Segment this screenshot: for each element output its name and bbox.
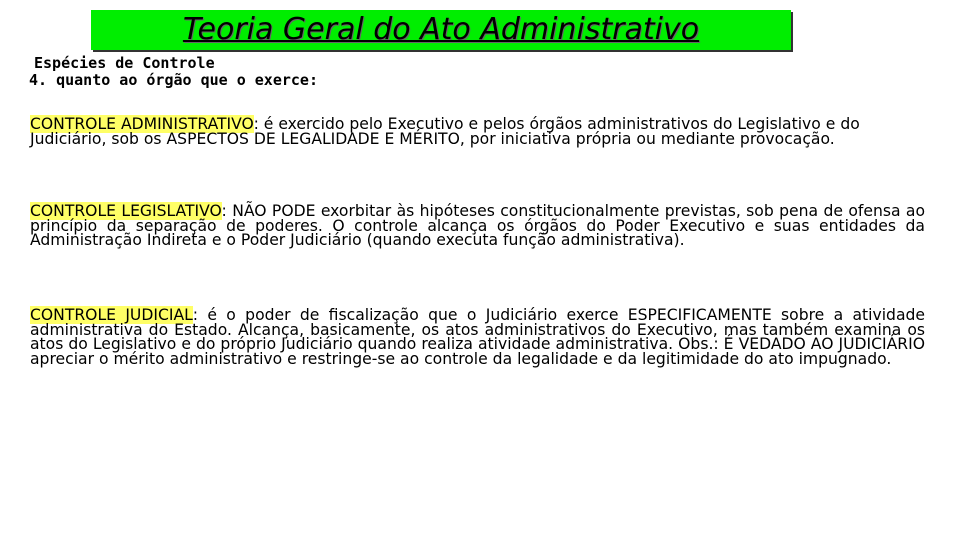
paragraph-controle-administrativo: [30, 117, 925, 146]
term-highlight: CONTROLE JUDICIAL: [30, 306, 193, 324]
term-highlight: CONTROLE ADMINISTRATIVO: [30, 115, 254, 133]
paragraph-body: : NÃO PODE exorbitar às hipóteses constitucionalmente previstas, sob pena de ofensa ao princípio da separação de poderes. O controle alcança os órgãos do Poder Executivo e suas entidades da Administração Indireta e o Poder Judiciário (quando executa função administrativa).: [30, 202, 925, 249]
slide-title: Teoria Geral do Ato Administrativo: [91, 10, 791, 50]
slide-subheading: 4. quanto ao órgão que o exerce:: [29, 71, 318, 89]
paragraph-body: : é exercido pelo Executivo e pelos órgãos administrativos do Legislativo e do Judiciário, sob os ASPECTOS DE LEGALIDADE E MÉRITO, por iniciativa própria ou mediante provocação.: [30, 115, 860, 148]
paragraph-body: : é o poder de fiscalização que o Judiciário exerce ESPECIFICAMENTE sobre a atividade administrativa do Estado. Alcança, basicamente, os atos administrativos do Executivo, mas também examina os atos do Legislativo e do próprio Judiciário quando realiza atividade administrativa. Obs.: É VEDADO AO JUDICIÁRIO apreciar o mérito administrativo e restringe-se ao controle da legalidade e da legitimidade do ato impugnado.: [30, 306, 926, 368]
paragraph-controle-judicial: [30, 308, 925, 366]
paragraph-controle-legislativo: [30, 204, 925, 248]
slide-subtitle: Espécies de Controle: [34, 54, 215, 72]
term-highlight: CONTROLE LEGISLATIVO: [30, 202, 222, 220]
